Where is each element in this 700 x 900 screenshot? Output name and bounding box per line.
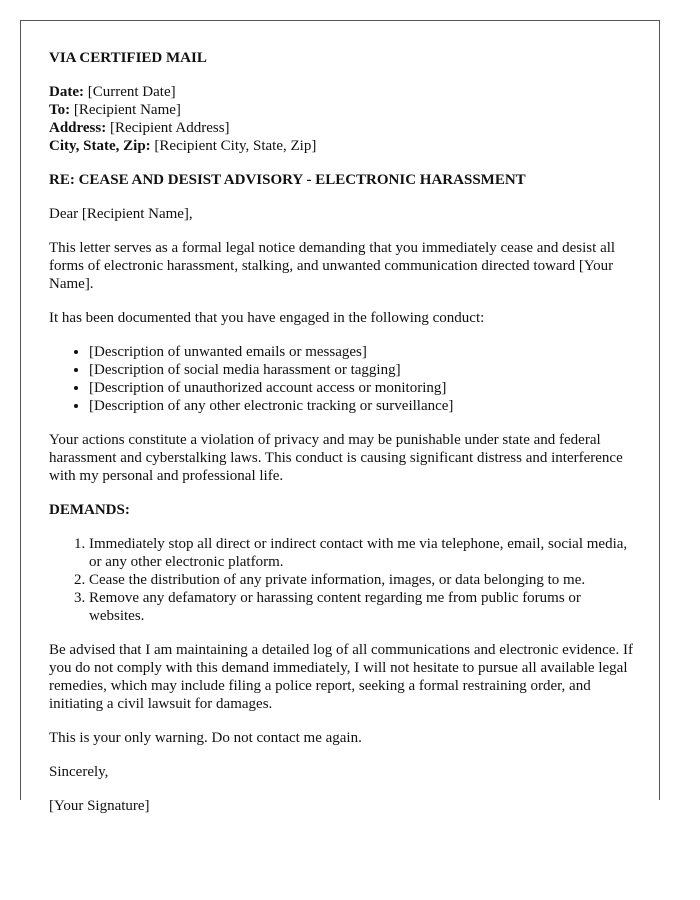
salutation: Dear [Recipient Name], <box>49 206 193 222</box>
conduct-item: • [Description of unwanted emails or messages] <box>89 343 639 361</box>
conduct-item: • [Description of unauthorized account access or monitoring] <box>89 379 639 397</box>
date-line <box>49 83 639 101</box>
conduct-intro: It has been documented that you have engaged in the following conduct: <box>49 310 485 326</box>
intro-paragraph: This letter serves as a formal legal notice demanding that you immediately cease and desist all forms of electronic harassment, stalking, and unwanted communication directed toward [Your Name]. <box>49 240 616 292</box>
conduct-item: • [Description of social media harassment or tagging] <box>89 361 639 379</box>
address-value: [Recipient Address] <box>106 120 230 136</box>
address-line <box>49 119 639 137</box>
address-label: Address: <box>49 120 107 136</box>
advisory-paragraph: Be advised that I am maintaining a detailed log of all communications and electronic evidence. If you do not comply with this demand immediately, I will not hesitate to pursue all available legal remedies, which may include filing a police report, seeking a formal restraining order, and initiating a civil lawsuit for damages. <box>49 642 633 712</box>
city-state-zip-line <box>49 137 639 155</box>
city-state-zip-label: City, State, Zip: <box>49 138 151 154</box>
city-state-zip-value: [Recipient City, State, Zip] <box>150 138 317 154</box>
demands-heading: DEMANDS: <box>49 502 130 518</box>
to-label: To: <box>49 102 71 118</box>
warning-paragraph: This is your only warning. Do not contact me again. <box>49 730 362 746</box>
to-value: [Recipient Name] <box>70 102 181 118</box>
demand-item: 2. Cease the distribution of any private information, images, or data belonging to me. <box>89 571 639 589</box>
violation-paragraph: Your actions constitute a violation of privacy and may be punishable under state and federal harassment and cyberstalking laws. This conduct is causing significant distress and interference with my personal and professional life. <box>49 432 623 484</box>
delivery-method: VIA CERTIFIED MAIL <box>49 50 207 66</box>
letter-page <box>20 20 660 814</box>
letter-content <box>49 49 639 831</box>
subject-line: RE: CEASE AND DESIST ADVISORY - ELECTRONIC HARASSMENT <box>49 172 526 188</box>
date-label: Date: <box>49 84 84 100</box>
conduct-item: • [Description of any other electronic tracking or surveillance] <box>89 397 639 415</box>
address-block <box>49 83 639 155</box>
demand-item: 1. Immediately stop all direct or indirect contact with me via telephone, email, social media, or any other electronic platform. <box>89 535 639 571</box>
closing: Sincerely, <box>49 764 109 780</box>
date-value: [Current Date] <box>83 84 176 100</box>
demand-item: 3. Remove any defamatory or harassing content regarding me from public forums or websites. <box>89 589 639 625</box>
signature-placeholder: [Your Signature] <box>49 798 150 814</box>
to-line <box>49 101 639 119</box>
demands-list <box>49 535 639 625</box>
conduct-list <box>49 343 639 415</box>
